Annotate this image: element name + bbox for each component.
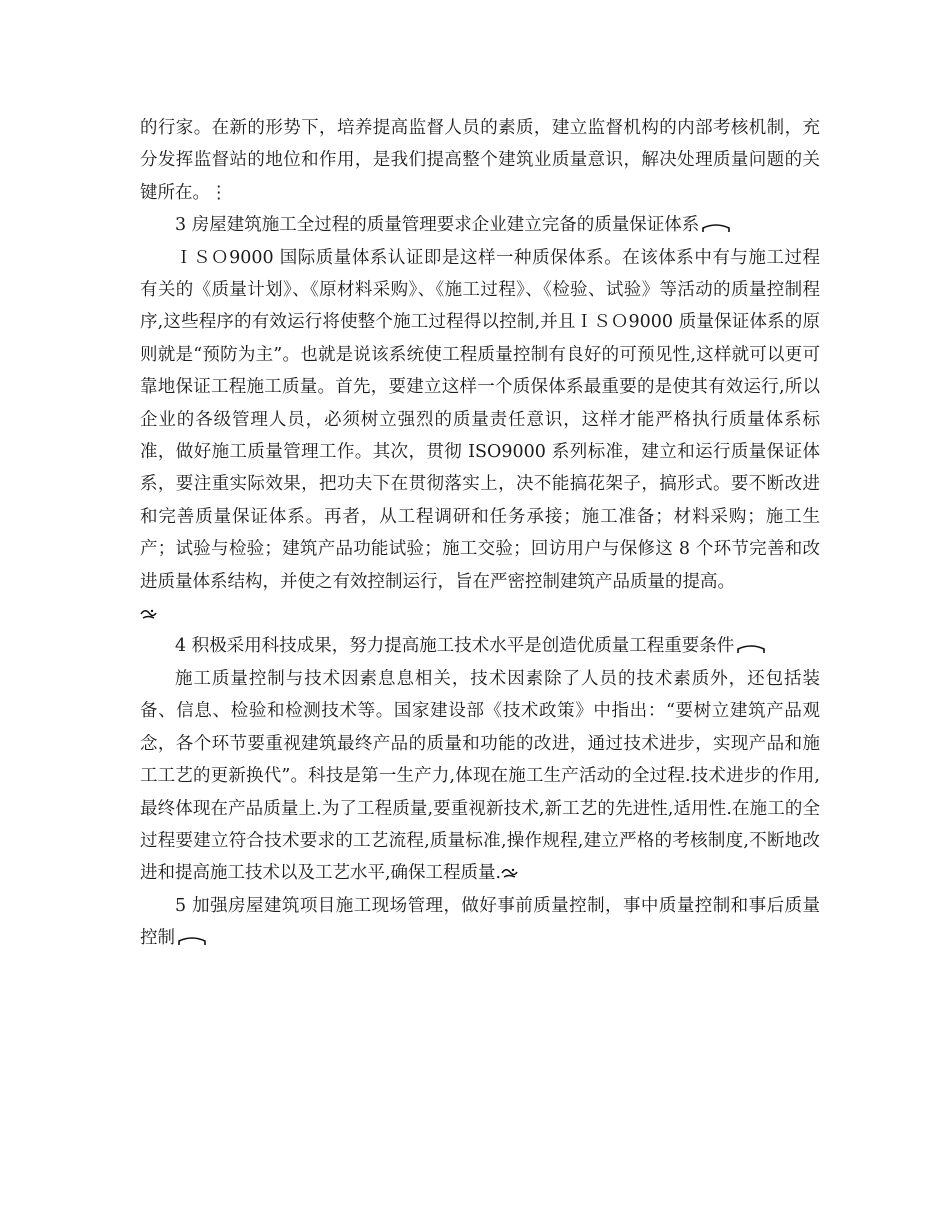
paragraph-iso [140,242,820,598]
paragraph-iso-text: ＩＳＯ9000 国际质量体系认证即是这样一种质保体系。在该体系中有与施工过程有关的《质量计划》、《原材料采购》、《施工过程》、《检验、试验》等活动的质量控制程序,这些程序的有效运行将使整个施工过程得以控制,并且ＩＳＯ9000 质量保证体系的原则就是“预防为主”。也就是说该系统使工程质量控制有良好的可预见性,这样就可以更可靠地保证工程施工质量。首先，要建立这样一个质保体系最重要的是使其有效运行,所以企业的各级管理人员，必须树立强烈的质量责任意识，这样才能严格执行质量体系标准，做好施工质量管理工作。其次，贯彻 ISO9000 系列标准，建立和运行质量保证体系，要注重实际效果，把功夫下在贯彻落实上，决不能搞花架子，搞形式。要不断改进和完善质量保证体系。再者，从工程调研和任务承接；施工准备；材料采购；施工生产；试验与检验；建筑产品功能试验；施工交验；回访用户与保修这 8 个环节完善和改进质量体系结构，并使之有效控制运行，旨在严密控制建筑产品质量的提高。 [140,247,820,592]
paragraph-tech [140,663,820,890]
paragraph-return-icon [701,219,731,233]
heading-3 [140,209,820,241]
scribble-icon [140,607,158,621]
scribble-icon [501,866,519,880]
heading-4 [140,630,820,662]
document-body [140,112,820,955]
heading-5-text: 5 加强房屋建筑项目施工现场管理，做好事前质量控制，事中质量控制和事后质量控制 [140,895,820,949]
heading-5 [140,890,820,955]
paragraph-tech-text: 施工质量控制与技术因素息息相关，技术因素除了人员的技术素质外，还包括装备、信息、检验和检测技术等。国家建设部《技术政策》中指出：“要树立建筑产品观念，各个环节要重视建筑最终产品的质量和功能的改进，通过技术进步，实现产品和施工工艺的更新换代”。科技是第一生产力,体现在施工生产活动的全过程.技术进步的作用,最终体现在产品质量上.为了工程质量,要重视新技术,新工艺的先进性,适用性.在施工的全过程要建立符合技术要求的工艺流程,质量标准,操作规程,建立严格的考核制度,不断地改进和提高施工技术以及工艺水平,确保工程质量. [140,668,820,884]
paragraph-1 [140,112,820,209]
heading-3-text: 3 房屋建筑施工全过程的质量管理要求企业建立完备的质量保证体系 [175,215,700,236]
paragraph-1-text: 的行家。在新的形势下，培养提高监督人员的素质，建立监督机构的内部考核机制，充分发挥监督站的地位和作用，是我们提高整个建筑业质量意识，解决处理质量问题的关键所在。⋮ [140,118,820,203]
heading-4-text: 4 积极采用科技成果，努力提高施工技术水平是创造优质量工程重要条件 [175,636,735,657]
blank-line [140,598,820,630]
paragraph-return-icon [736,640,766,654]
paragraph-return-icon [177,932,207,946]
